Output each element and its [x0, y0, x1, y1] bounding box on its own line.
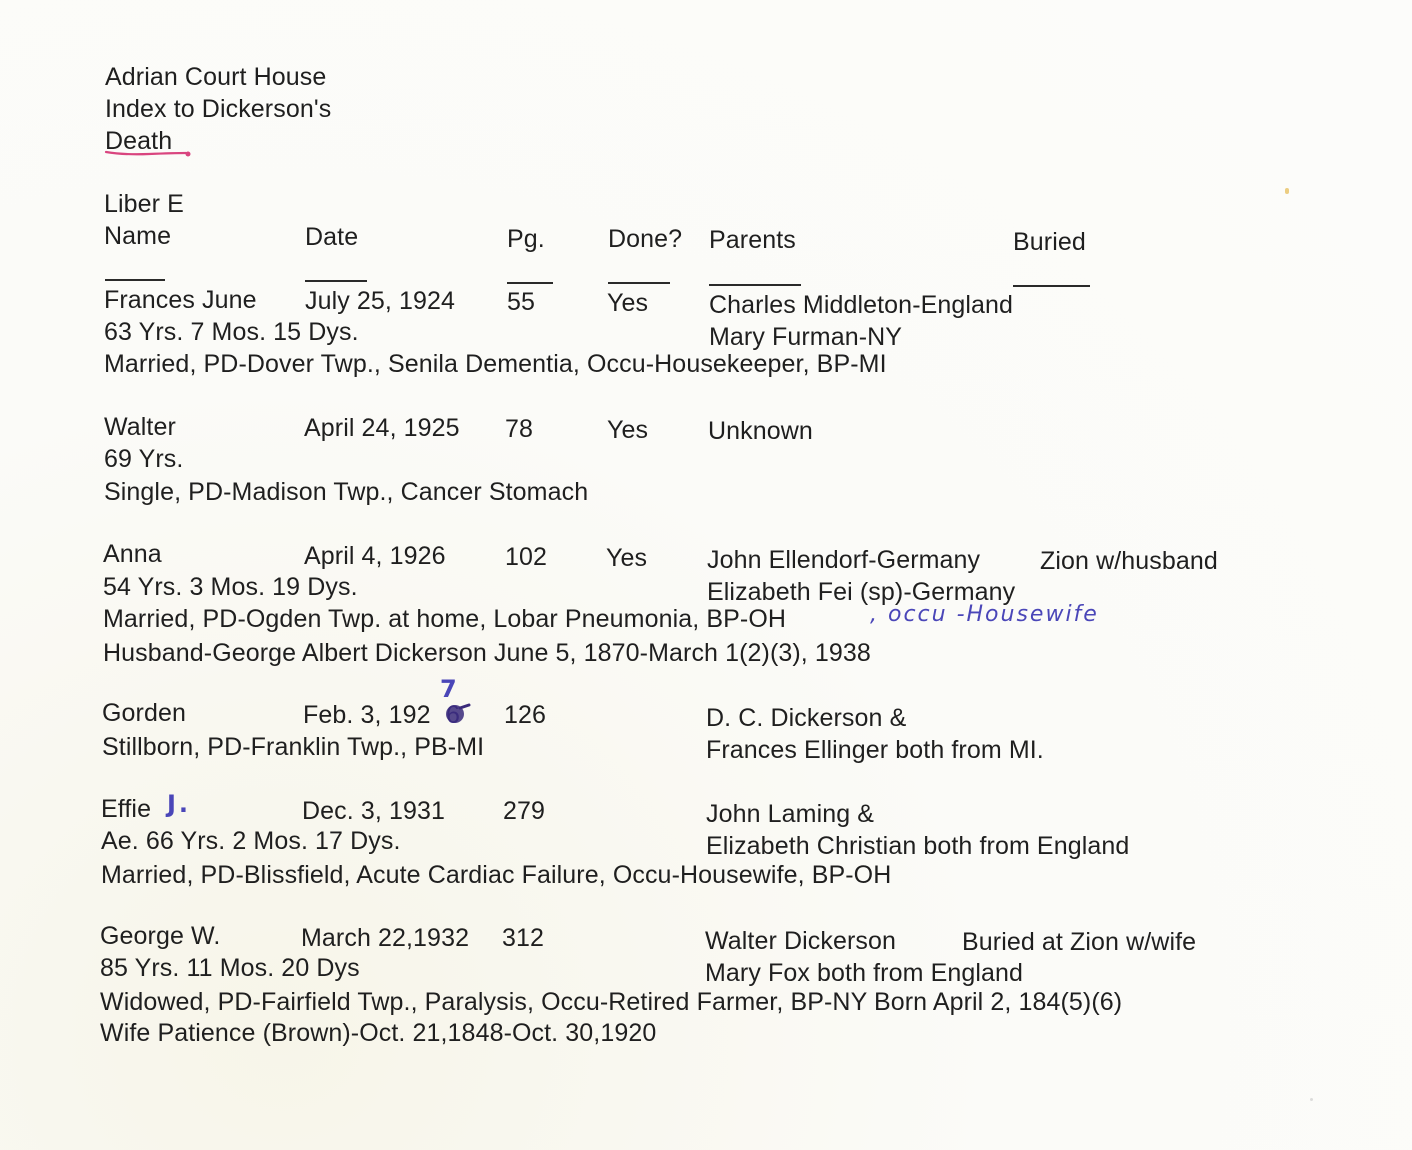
- entry-name: Effie: [101, 795, 152, 823]
- entry-page: 126: [504, 701, 547, 729]
- liber-label: Liber E: [104, 190, 184, 218]
- entry-age: 85 Yrs. 11 Mos. 20 Dys: [100, 954, 360, 982]
- entry-details: Married, PD-Ogden Twp. at home, Lobar Pneumonia, BP-OH: [103, 605, 787, 633]
- paper-speck: [1285, 188, 1289, 194]
- entry-age: 63 Yrs. 7 Mos. 15 Dys.: [104, 318, 359, 346]
- entry-age: 69 Yrs.: [104, 445, 184, 473]
- entry-details: Stillborn, PD-Franklin Twp., PB-MI: [102, 733, 485, 761]
- entry-parents-2: Frances Ellinger both from MI.: [706, 736, 1044, 764]
- entry-page: 102: [505, 543, 548, 571]
- handwritten-correction: 7: [440, 675, 457, 703]
- entry-page: 279: [503, 797, 546, 825]
- underline-buried: [1013, 285, 1090, 287]
- entry-details-2: Wife Patience (Brown)-Oct. 21,1848-Oct. 30,1920: [100, 1019, 657, 1047]
- entry-age: 54 Yrs. 3 Mos. 19 Dys.: [103, 573, 358, 601]
- entry-date: April 4, 1926: [304, 542, 446, 570]
- entry-parents-2: Elizabeth Christian both from England: [706, 832, 1130, 860]
- entry-date: March 22,1932: [301, 924, 470, 952]
- column-header-date: Date: [305, 223, 359, 251]
- entry-parents-2: Mary Furman-NY: [709, 323, 903, 351]
- entry-date: Feb. 3, 192: [303, 701, 431, 729]
- entry-buried: Buried at Zion w/wife: [962, 928, 1197, 956]
- header-line-1: Adrian Court House: [105, 63, 327, 91]
- handwritten-occupation: , occu -Housewife: [870, 602, 1099, 627]
- entry-parents-1: Unknown: [708, 417, 813, 445]
- handwritten-initial: J.: [167, 790, 192, 818]
- underline-date: [305, 280, 367, 282]
- entry-page: 78: [505, 415, 534, 443]
- entry-details: Married, PD-Dover Twp., Senila Dementia, Occu-Housekeeper, BP-MI: [104, 350, 887, 378]
- entry-done: Yes: [607, 289, 649, 317]
- entry-details-2: Husband-George Albert Dickerson June 5, 1870-March 1(2)(3), 1938: [103, 639, 871, 667]
- underline-parents: [709, 284, 801, 286]
- entry-date: Dec. 3, 1931: [302, 797, 445, 825]
- entry-name: Frances June: [104, 286, 257, 314]
- entry-date: July 25, 1924: [305, 287, 456, 315]
- entry-buried: Zion w/husband: [1040, 547, 1218, 575]
- underline-done: [608, 282, 670, 284]
- entry-parents-1: John Laming &: [706, 800, 875, 828]
- column-header-pg: Pg.: [507, 225, 545, 253]
- underline-name: [105, 279, 165, 281]
- entry-parents-2: Elizabeth Fei (sp)-Germany: [707, 578, 1016, 606]
- column-header-done: Done?: [608, 225, 683, 253]
- entry-details: Single, PD-Madison Twp., Cancer Stomach: [104, 478, 589, 506]
- entry-done: Yes: [607, 416, 649, 444]
- entry-details: Married, PD-Blissfield, Acute Cardiac Failure, Occu-Housewife, BP-OH: [101, 861, 892, 889]
- paper-speck: [1310, 1098, 1313, 1101]
- pink-pen-underline: [104, 148, 194, 158]
- entry-name: Anna: [103, 540, 162, 568]
- underline-pg: [507, 282, 553, 284]
- entry-parents-2: Mary Fox both from England: [705, 959, 1024, 987]
- header-line-3: Death: [105, 127, 173, 155]
- entry-name: Gorden: [102, 699, 186, 727]
- column-header-parents: Parents: [709, 226, 796, 254]
- entry-details: Widowed, PD-Fairfield Twp., Paralysis, Occu-Retired Farmer, BP-NY Born April 2, 184(5)(6): [100, 988, 1123, 1016]
- column-header-name: Name: [104, 222, 172, 250]
- entry-page: 312: [502, 924, 545, 952]
- column-header-buried: Buried: [1013, 228, 1086, 256]
- entry-parents-1: D. C. Dickerson &: [706, 704, 907, 732]
- header-line-2: Index to Dickerson's: [105, 95, 332, 123]
- entry-age: Ae. 66 Yrs. 2 Mos. 17 Dys.: [101, 827, 401, 855]
- entry-parents-1: Charles Middleton-England: [709, 291, 1014, 319]
- entry-name: George W.: [100, 922, 221, 950]
- entry-parents-1: Walter Dickerson: [705, 927, 896, 955]
- entry-parents-1: John Ellendorf-Germany: [707, 546, 981, 574]
- entry-date: April 24, 1925: [304, 414, 460, 442]
- entry-done: Yes: [606, 544, 648, 572]
- entry-name: Walter: [104, 413, 176, 441]
- entry-page: 55: [507, 288, 536, 316]
- ink-blot-correction: [442, 702, 472, 726]
